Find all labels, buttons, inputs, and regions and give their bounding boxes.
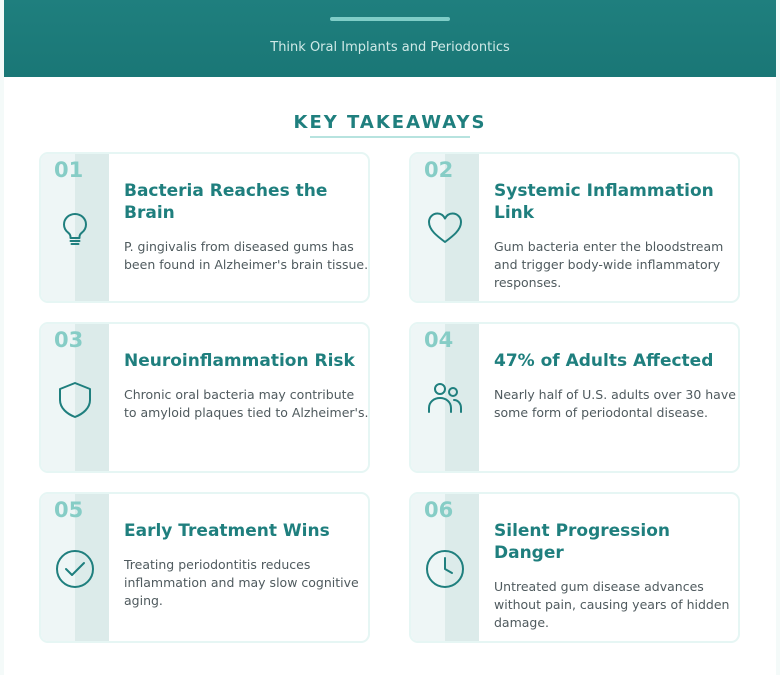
card-description: P. gingivalis from diseased gums has been found in Alzheimer's brain tissue. [124,239,369,272]
card-title: Neuroinflammation Risk [124,351,355,371]
card-description: Chronic oral bacteria may contribute to amyloid plaques tied to Alzheimer's. [124,387,369,420]
card-title: 47% of Adults Affected [494,351,714,371]
card-number: 05 [54,498,84,522]
header-subtitle: Think Oral Implants and Periodontics [270,40,510,55]
card-number: 01 [54,158,84,182]
clock-icon [425,549,465,589]
header-divider [330,17,450,21]
card-title: Silent Progression Danger [494,521,671,563]
takeaway-card-1 [39,152,370,303]
card-number: 02 [424,158,454,182]
lightbulb-icon [55,208,95,248]
takeaway-card-4 [409,322,740,473]
card-title: Systemic Inflammation Link [494,181,714,223]
check-circle-icon [55,549,95,589]
takeaway-card-6 [409,492,740,643]
card-title: Early Treatment Wins [124,521,330,541]
page [4,0,776,675]
shield-icon [55,380,95,420]
heart-icon [425,208,465,248]
card-description: Treating periodontitis reduces inflammation and may slow cognitive aging. [124,557,359,608]
users-icon [425,378,465,418]
header-banner [4,0,776,77]
card-number: 06 [424,498,454,522]
section-heading: KEY TAKEAWAYS [293,112,487,133]
card-title: Bacteria Reaches the Brain [124,181,328,223]
takeaway-card-3 [39,322,370,473]
card-number: 04 [424,328,454,352]
card-description: Gum bacteria enter the bloodstream and trigger body-wide inflammatory responses. [494,239,724,290]
card-description: Untreated gum disease advances without pain, causing years of hidden damage. [494,579,730,630]
takeaway-card-5 [39,492,370,643]
card-number: 03 [54,328,84,352]
card-description: Nearly half of U.S. adults over 30 have some form of periodontal disease. [494,387,736,420]
takeaway-card-2 [409,152,740,303]
section-underline [310,136,470,138]
